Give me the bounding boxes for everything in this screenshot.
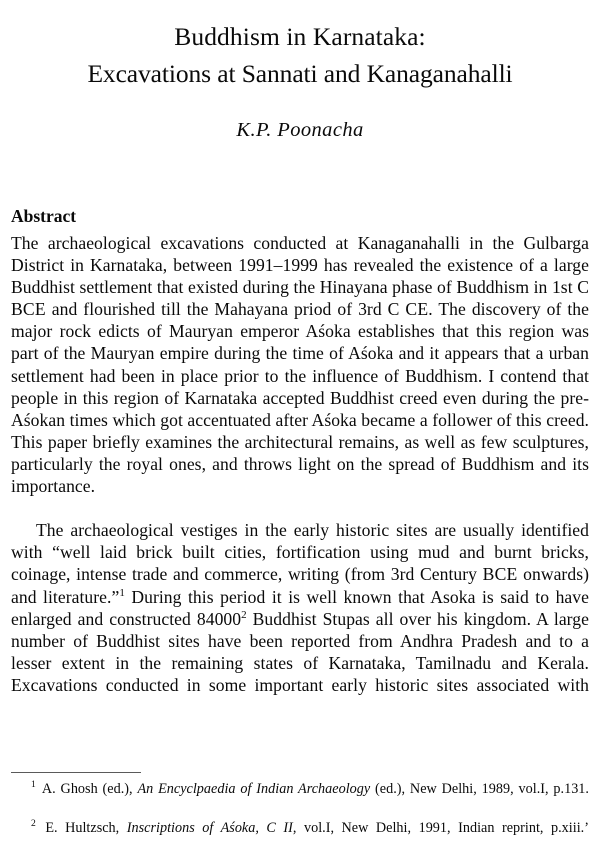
title-block [0, 0, 600, 92]
abstract-p1-smallcaps-ce: CE [405, 299, 429, 320]
abstract-paragraph-1 [11, 232, 589, 519]
abstract-p2-part2: onwards) and literature.” [11, 564, 589, 607]
footnote-marker: 2 [31, 818, 36, 830]
abstract-p2-part4: Buddhist Stupas all over his kingdom. A large number of Buddhist sites have been reported from Andhra Pradesh and to a lesser extent in the remaining states of Karnataka, Tamilnadu and Kerala. Excavations conducted in some important early historic sites associated with [11, 608, 589, 695]
footnote-text-part1: E. Hultzsch, [37, 820, 127, 837]
footnotes-section [11, 772, 589, 858]
page-title-line-1: Buddhism in Karnataka: [174, 22, 426, 51]
abstract-p1-part1: The archaeological excavations conducted at Kanaganahalli in the Gulbarga District in Karnataka, between 1991–1999 has revealed the existence of a large Buddhist settlement that existed during the Hinayana phase of Buddhism in 1st C [11, 233, 589, 298]
footnote-item [11, 780, 589, 819]
abstract-p1-part3: . The discovery of the major rock edicts of Mauryan emperor Aśoka establishes that this region was part of the Mauryan empire during the time of Aśoka and it appears that a urban settlement had been in place prior to the influence of Buddhism. I contend that people in this region of Karnataka accepted Buddhist creed even during the pre-Aśokan times which got accentuated after Aśoka became a follower of this creed. This paper briefly examines the architectural remains, as well as few sculptures, particularly the royal ones, and throws light on the spread of Buddhism and its importance. [11, 299, 589, 497]
footnote-text-part2: , vol.I, New Delhi, 1991, Indian reprint, p.xiii.’ [292, 820, 589, 837]
footnote-text-part1: A. Ghosh (ed.), [37, 781, 138, 797]
footnote-title-italic: Inscriptions of Aśoka, C II [126, 820, 293, 837]
abstract-p2-part3: During this period it is well known that Asoka is said to have enlarged and constructed 84000 [11, 586, 589, 629]
abstract-p2-smallcaps-bce: BCE [482, 564, 518, 585]
footnote-marker: 1 [31, 779, 36, 791]
page-title-line-2: Excavations at Sannati and Kanaganahalli [87, 59, 513, 88]
body-text-column [11, 232, 589, 718]
abstract-paragraph-2 [11, 519, 589, 718]
abstract-p1-part2: and flourished till the Mahayana priod of 3rd C [45, 299, 406, 320]
author-name: K.P. Poonacha [236, 119, 364, 141]
abstract-p1-smallcaps-bce: BCE [11, 299, 46, 320]
footnote-item [11, 819, 589, 858]
footnote-reference-1[interactable]: 1 [119, 586, 125, 599]
abstract-p2-part1: The archaeological vestiges in the early historic sites are usually identified with “well laid brick built cities, fortification using mud and burnt bricks, coinage, intense trade and commerce, writing (from 3rd Century [11, 520, 589, 585]
footnote-reference-2[interactable]: 2 [241, 608, 247, 621]
footnote-text-part2: (ed.), New Delhi, 1989, vol.I, p.131. [370, 781, 589, 797]
footnote-separator-rule [11, 772, 141, 773]
abstract-heading: Abstract [11, 206, 77, 226]
footnote-title-italic: An Encyclpaedia of Indian Archaeology [137, 781, 371, 797]
